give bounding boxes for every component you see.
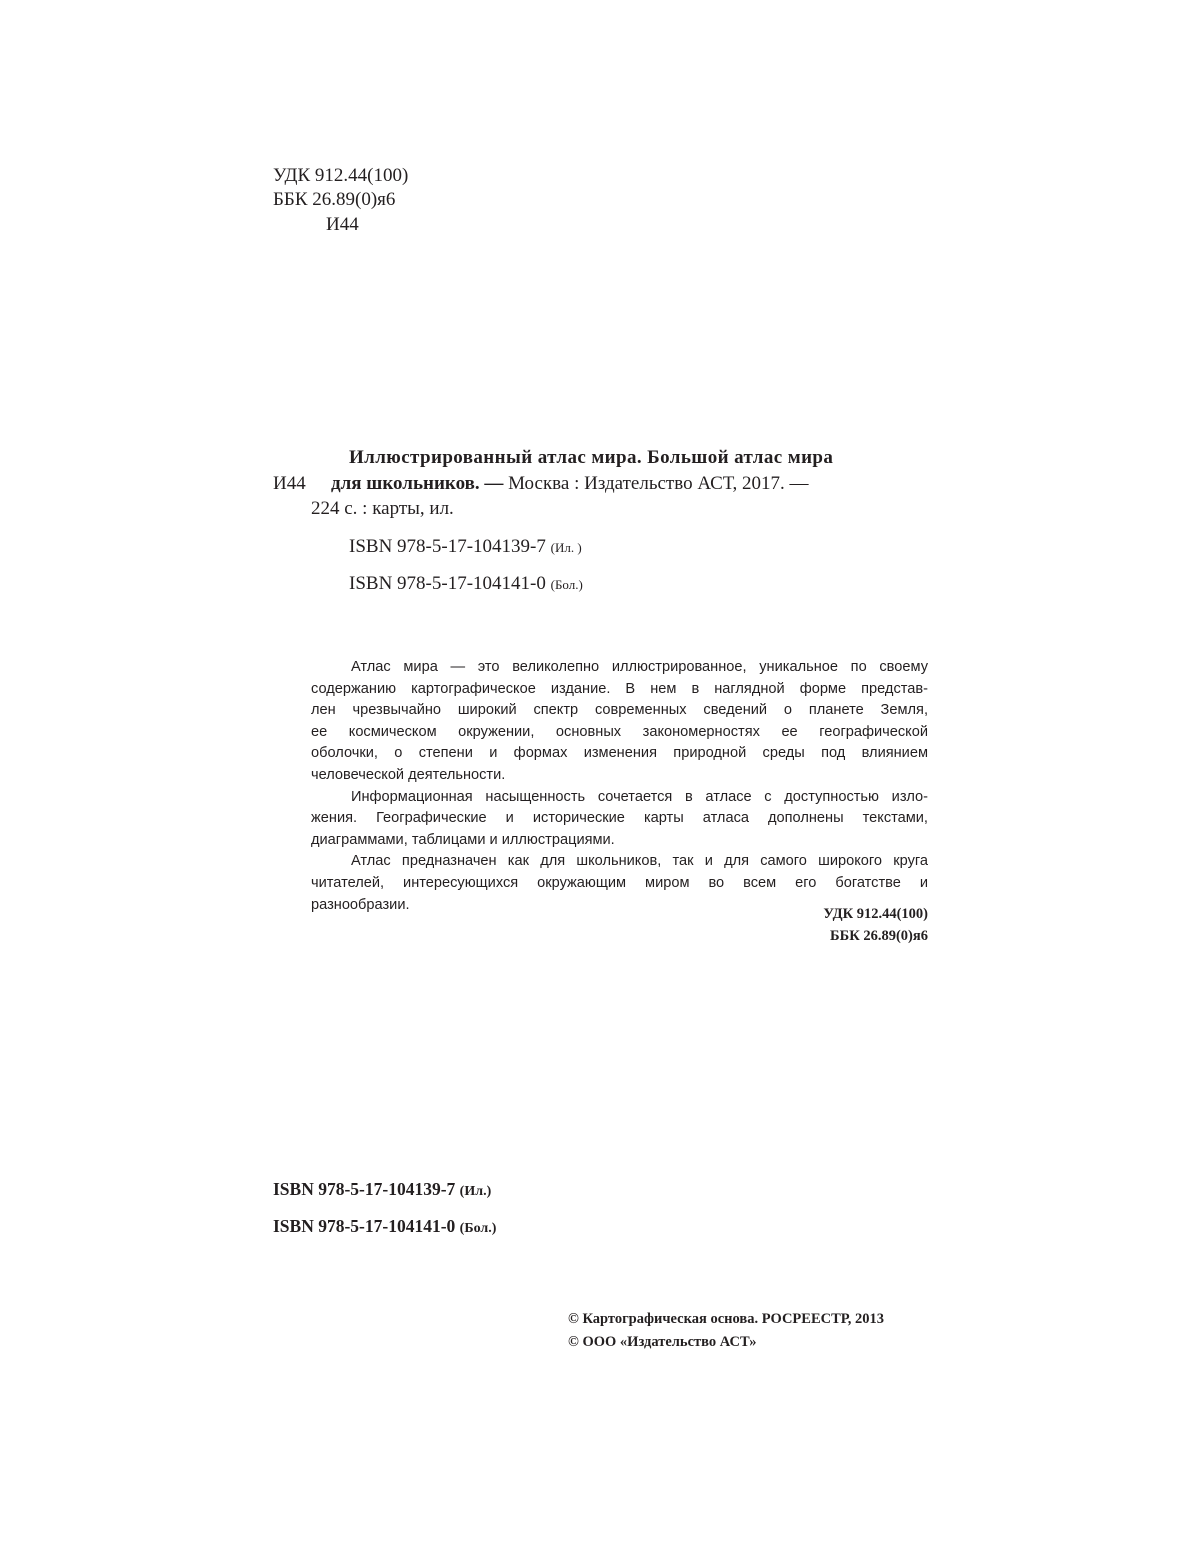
abstract-line: оболочки, о степени и формах изменения природной среды под влиянием [311, 745, 928, 762]
isbn-note: (Ил.) [459, 1184, 492, 1199]
abstract-udk: УДК 912.44(100) [823, 906, 928, 922]
author-mark: И44 [326, 214, 359, 235]
copyright-line: © Картографическая основа. РОСРЕЕСТР, 2013 [568, 1311, 885, 1327]
isbn-bold-line [273, 1216, 496, 1237]
abstract-line: Информационная насыщенность сочетается в атласе с доступностью изло- [351, 788, 928, 805]
biblio-mark: И44 [273, 473, 306, 494]
isbn-line [349, 572, 583, 596]
isbn-note: (Бол.) [459, 1221, 497, 1236]
pagination: 224 с. : карты, ил. [311, 498, 454, 519]
abstract-line: человеческой деятельности. [311, 766, 506, 783]
imprint: Москва : Издательство АСТ, 2017. — [503, 473, 809, 494]
abstract-line: читателей, интересующихся окружающим миром во всем его богатстве и [311, 874, 928, 891]
isbn-bold-line [273, 1179, 491, 1200]
book-title-line2 [331, 472, 808, 495]
abstract-line: Атлас мира — это великолепно иллюстрированное, уникальное по своему [351, 659, 928, 675]
book-title-line1: Иллюстрированный атлас мира. Большой атлас мира [349, 447, 834, 468]
isbn-note: (Ил. ) [550, 540, 582, 555]
isbn-number: ISBN 978-5-17-104141-0 [349, 573, 546, 594]
isbn-number: ISBN 978-5-17-104139-7 [273, 1179, 456, 1199]
abstract-line: содержанию картографическое издание. В нем в наглядной форме представ- [311, 680, 928, 697]
abstract-line: лен чрезвычайно широкий спектр современных сведений о планете Земля, [311, 702, 928, 719]
isbn-line [349, 535, 582, 559]
abstract-line: разнообразии. [311, 896, 410, 913]
abstract-line: Атлас предназначен как для школьников, так и для самого широкого круга [351, 853, 928, 870]
abstract-line: жения. Географические и исторические карты атласа дополнены текстами, [311, 810, 928, 827]
isbn-number: ISBN 978-5-17-104141-0 [273, 1216, 456, 1236]
isbn-number: ISBN 978-5-17-104139-7 [349, 536, 546, 557]
isbn-note: (Бол.) [550, 577, 583, 592]
abstract [311, 657, 928, 916]
bbk-code: ББК 26.89(0)я6 [273, 189, 396, 210]
abstract-line: диаграммами, таблицами и иллюстрациями. [311, 831, 615, 848]
copyright-line: © ООО «Издательство АСТ» [568, 1334, 757, 1350]
abstract-line: ее космическом окружении, основных закономерностях ее географической [311, 723, 928, 740]
book-title-end: для школьников. — [331, 473, 504, 494]
abstract-bbk: ББК 26.89(0)я6 [830, 928, 928, 944]
udk-code: УДК 912.44(100) [273, 165, 409, 186]
